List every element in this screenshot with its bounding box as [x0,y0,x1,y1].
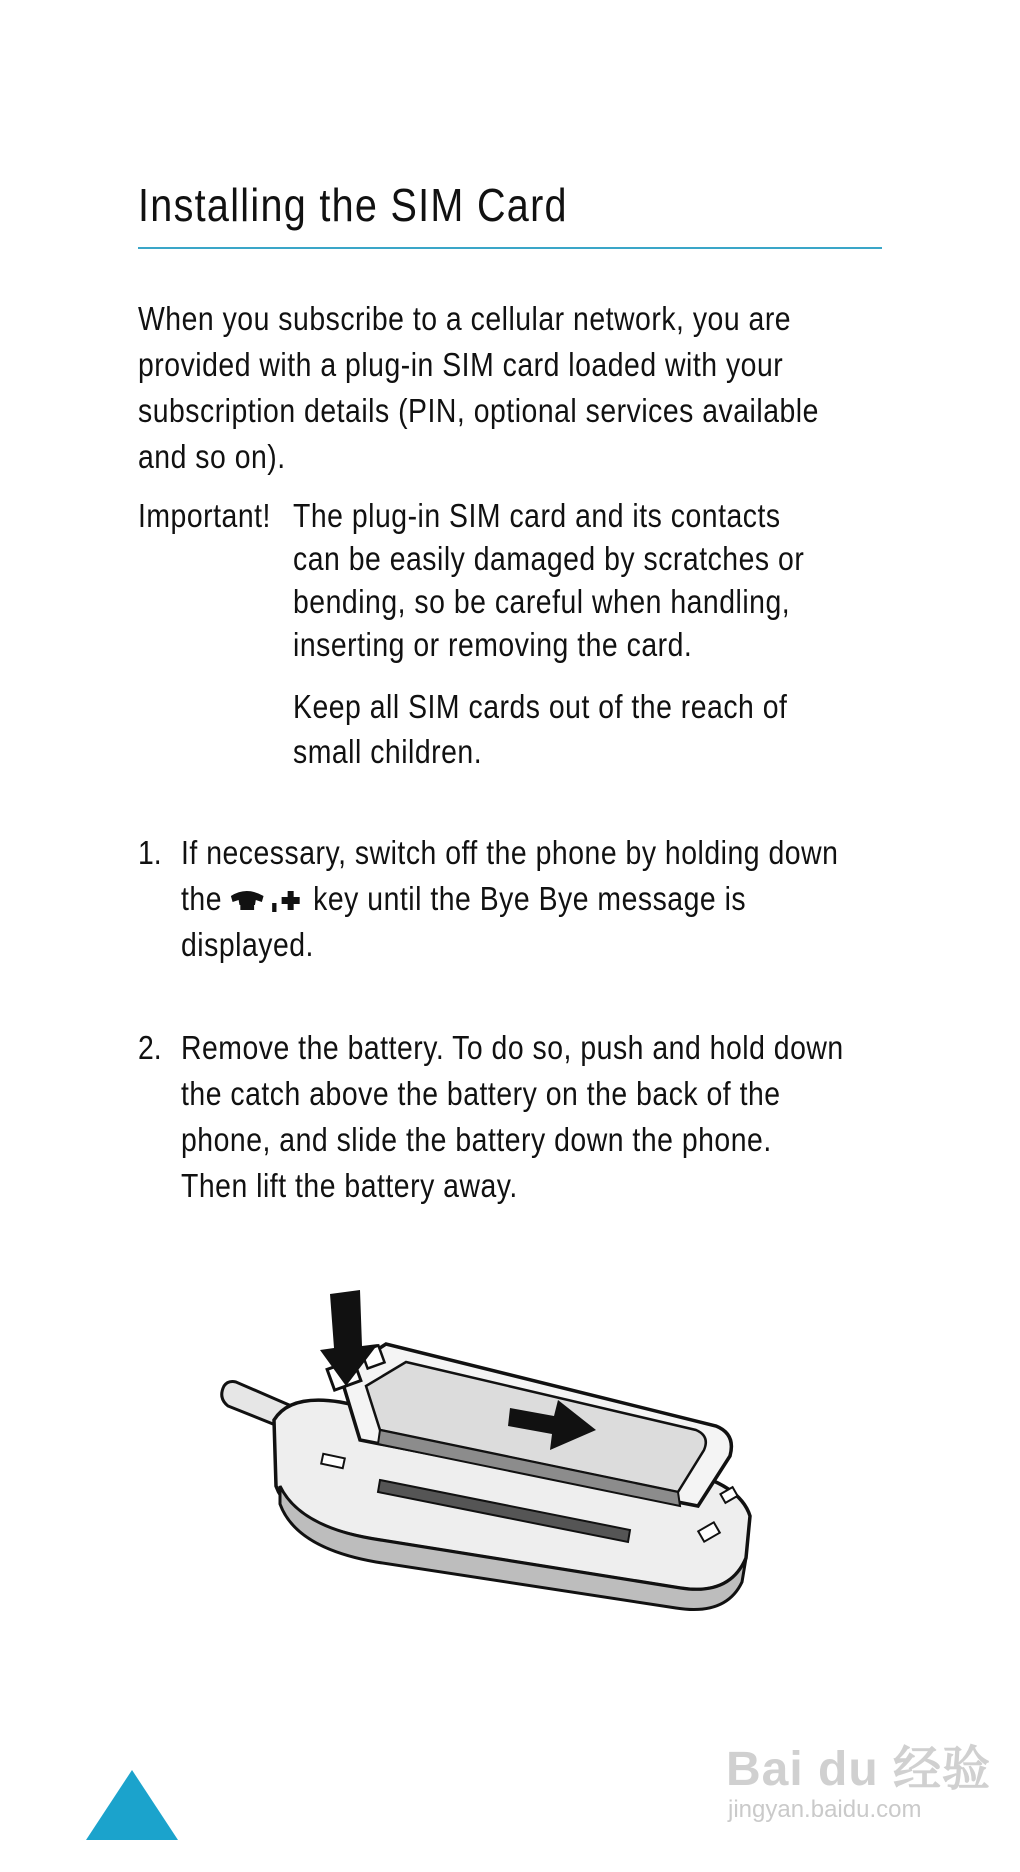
important-line: The plug-in SIM card and its contacts [293,497,781,534]
watermark [726,1716,992,1826]
end-power-key-icon [227,886,308,914]
battery-removal-illustration [210,1290,770,1630]
important-line: inserting or removing the card. [293,626,693,663]
step-line: Remove the battery. To do so, push and hold down [181,1029,844,1066]
step-line: displayed. [181,926,314,963]
step-line-pre: the [181,880,223,917]
important-line: bending, so be careful when handling, [293,583,791,620]
step-1-text [181,830,838,968]
page-title: Installing the SIM Card [138,179,568,231]
step-line-with-key [181,876,838,922]
important-label: Important! [138,497,271,534]
important-line: Keep all SIM cards out of the reach of [293,688,788,725]
watermark-logo: Bai du 经验 [726,1743,992,1796]
step-2-number: 2. [138,1029,162,1066]
page-corner-triangle [86,1770,178,1840]
important-line: can be easily damaged by scratches or [293,540,805,577]
intro-line: and so on). [138,438,286,475]
title-rule [138,247,882,249]
important-text-2 [293,684,787,774]
step-line: If necessary, switch off the phone by holding down [181,834,839,871]
intro-line: When you subscribe to a cellular network, you are [138,300,792,337]
step-line: the catch above the battery on the back of the [181,1075,781,1112]
step-line: phone, and slide the battery down the phone. [181,1121,772,1158]
important-line: small children. [293,733,483,770]
intro-paragraph [138,296,817,480]
watermark-url: jingyan.baidu.com [728,1796,922,1823]
step-line: Then lift the battery away. [181,1167,518,1204]
step-line-post: key until the Bye Bye message is [313,880,747,917]
intro-line: subscription details (PIN, optional services available [138,392,819,429]
important-text [293,494,804,666]
step-1-number: 1. [138,834,162,871]
step-2-text [181,1025,844,1209]
intro-line: provided with a plug-in SIM card loaded with your [138,346,784,383]
